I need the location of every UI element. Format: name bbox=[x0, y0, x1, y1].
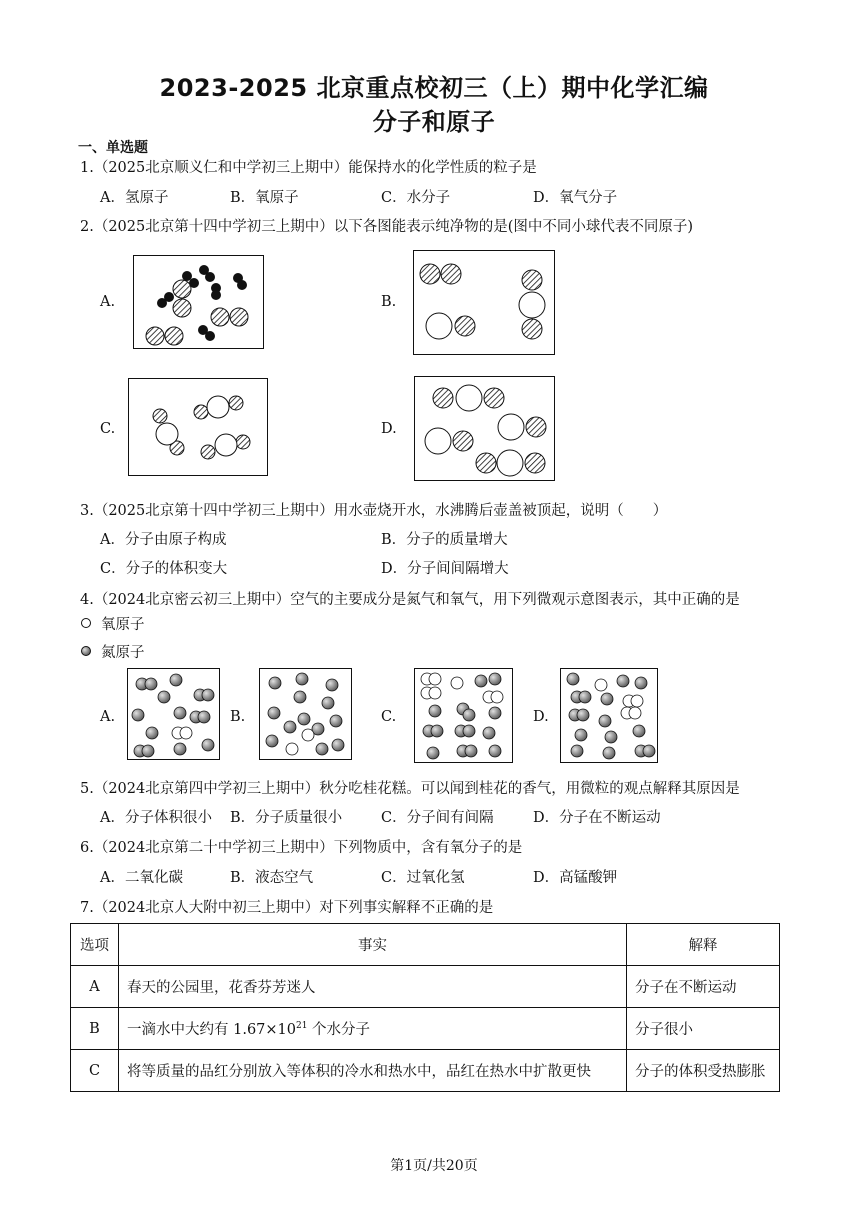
question-4-label-c: C. bbox=[381, 709, 397, 725]
question-4-diagram-b bbox=[259, 668, 352, 760]
question-7-stem: 7.（2024北京人大附中初三上期中）对下列事实解释不正确的是 bbox=[80, 900, 494, 916]
question-4-label-d: D. bbox=[533, 709, 549, 725]
row-explanation: 分子的体积受热膨胀 bbox=[627, 1050, 780, 1092]
question-3-option-c: C．分子的体积变大 bbox=[100, 561, 228, 577]
question-4-label-b: B. bbox=[230, 709, 246, 725]
question-2-stem: 2.（2025北京第十四中学初三上期中）以下各图能表示纯净物的是(图中不同小球代表不同原子) bbox=[80, 219, 694, 235]
diagram-b-molecules bbox=[414, 251, 554, 354]
question-2-label-a: A. bbox=[100, 294, 116, 310]
question-6-option-a: A．二氧化碳 bbox=[100, 870, 183, 886]
diagram-a-molecules bbox=[134, 256, 263, 348]
row-fact: 春天的公园里，花香芬芳迷人 bbox=[119, 966, 627, 1008]
question-4-diagram-c bbox=[414, 668, 513, 763]
question-1-option-a: A．氢原子 bbox=[100, 190, 169, 206]
table-row bbox=[71, 1008, 780, 1050]
facts-table bbox=[70, 923, 780, 1092]
document-subtitle: 分子和原子 bbox=[372, 108, 496, 136]
row-fact: 将等质量的品红分别放入等体积的冷水和热水中，品红在热水中扩散更快 bbox=[119, 1050, 627, 1092]
diagram-c-molecules bbox=[129, 379, 267, 475]
row-option: B bbox=[71, 1008, 119, 1050]
nitrogen-atom-legend-icon bbox=[80, 645, 92, 657]
question-1-stem: 1.（2025北京顺义仁和中学初三上期中）能保持水的化学性质的粒子是 bbox=[80, 160, 537, 176]
legend-oxygen-label: 氧原子 bbox=[101, 617, 145, 633]
table-row bbox=[71, 966, 780, 1008]
page-footer: 第1页/共20页 bbox=[390, 1158, 478, 1174]
question-2-diagram-a bbox=[133, 255, 264, 349]
row-fact-text-end: 个水分子 bbox=[307, 1022, 371, 1038]
question-5-option-c: C．分子间有间隔 bbox=[381, 810, 494, 826]
question-4-stem: 4.（2024北京密云初三上期中）空气的主要成分是氮气和氧气，用下列微观示意图表示，其中正确的是 bbox=[80, 592, 740, 608]
section-heading: 一、单选题 bbox=[78, 140, 148, 156]
row-fact bbox=[119, 1008, 627, 1050]
legend-nitrogen-label: 氮原子 bbox=[101, 645, 145, 661]
question-2-diagram-d bbox=[414, 376, 555, 481]
row-fact-exponent: 21 bbox=[296, 1021, 308, 1032]
question-4-diagram-d bbox=[560, 668, 658, 763]
row-fact-text: 一滴水中大约有 1.67×10 bbox=[127, 1022, 296, 1038]
question-2-label-b: B. bbox=[381, 294, 397, 310]
question-6-option-b: B．液态空气 bbox=[230, 870, 314, 886]
question-5-option-d: D．分子在不断运动 bbox=[533, 810, 661, 826]
question-3-option-a: A．分子由原子构成 bbox=[100, 532, 227, 548]
question-6-stem: 6.（2024北京第二十中学初三上期中）下列物质中，含有氧分子的是 bbox=[80, 840, 523, 856]
question-3-stem: 3.（2025北京第十四中学初三上期中）用水壶烧开水，水沸腾后壶盖被顶起，说明（ ） bbox=[80, 503, 668, 519]
question-3-option-b: B．分子的质量增大 bbox=[381, 532, 508, 548]
question-2-label-c: C. bbox=[100, 421, 116, 437]
question-1-option-b: B．氧原子 bbox=[230, 190, 299, 206]
table-header-row bbox=[71, 924, 780, 966]
header-option: 选项 bbox=[71, 924, 119, 966]
row-explanation: 分子很小 bbox=[627, 1008, 780, 1050]
question-5-option-b: B．分子质量很小 bbox=[230, 810, 343, 826]
table-row bbox=[71, 1050, 780, 1092]
header-fact: 事实 bbox=[119, 924, 627, 966]
oxygen-atom-legend-icon bbox=[80, 617, 92, 629]
row-option: C bbox=[71, 1050, 119, 1092]
question-4-diagram-a bbox=[127, 668, 220, 760]
row-explanation: 分子在不断运动 bbox=[627, 966, 780, 1008]
diagram-4b-molecules bbox=[260, 669, 351, 759]
question-2-diagram-b bbox=[413, 250, 555, 355]
diagram-4d-molecules bbox=[561, 669, 657, 762]
diagram-d-molecules bbox=[415, 377, 554, 480]
question-3-option-d: D．分子间间隔增大 bbox=[381, 561, 509, 577]
question-2-diagram-c bbox=[128, 378, 268, 476]
question-5-stem: 5.（2024北京第四中学初三上期中）秋分吃桂花糕。可以闻到桂花的香气，用微粒的观点解释其原因是 bbox=[80, 781, 740, 797]
question-2-label-d: D. bbox=[381, 421, 397, 437]
question-1-option-d: D．氧气分子 bbox=[533, 190, 618, 206]
diagram-4a-molecules bbox=[128, 669, 219, 759]
row-option: A bbox=[71, 966, 119, 1008]
question-6-option-c: C．过氧化氢 bbox=[381, 870, 465, 886]
document-title: 2023-2025 北京重点校初三（上）期中化学汇编 bbox=[159, 74, 709, 102]
header-explanation: 解释 bbox=[627, 924, 780, 966]
question-5-option-a: A．分子体积很小 bbox=[100, 810, 212, 826]
question-4-label-a: A. bbox=[100, 709, 116, 725]
question-1-option-c: C．水分子 bbox=[381, 190, 451, 206]
question-6-option-d: D．高锰酸钾 bbox=[533, 870, 618, 886]
diagram-4c-molecules bbox=[415, 669, 512, 762]
